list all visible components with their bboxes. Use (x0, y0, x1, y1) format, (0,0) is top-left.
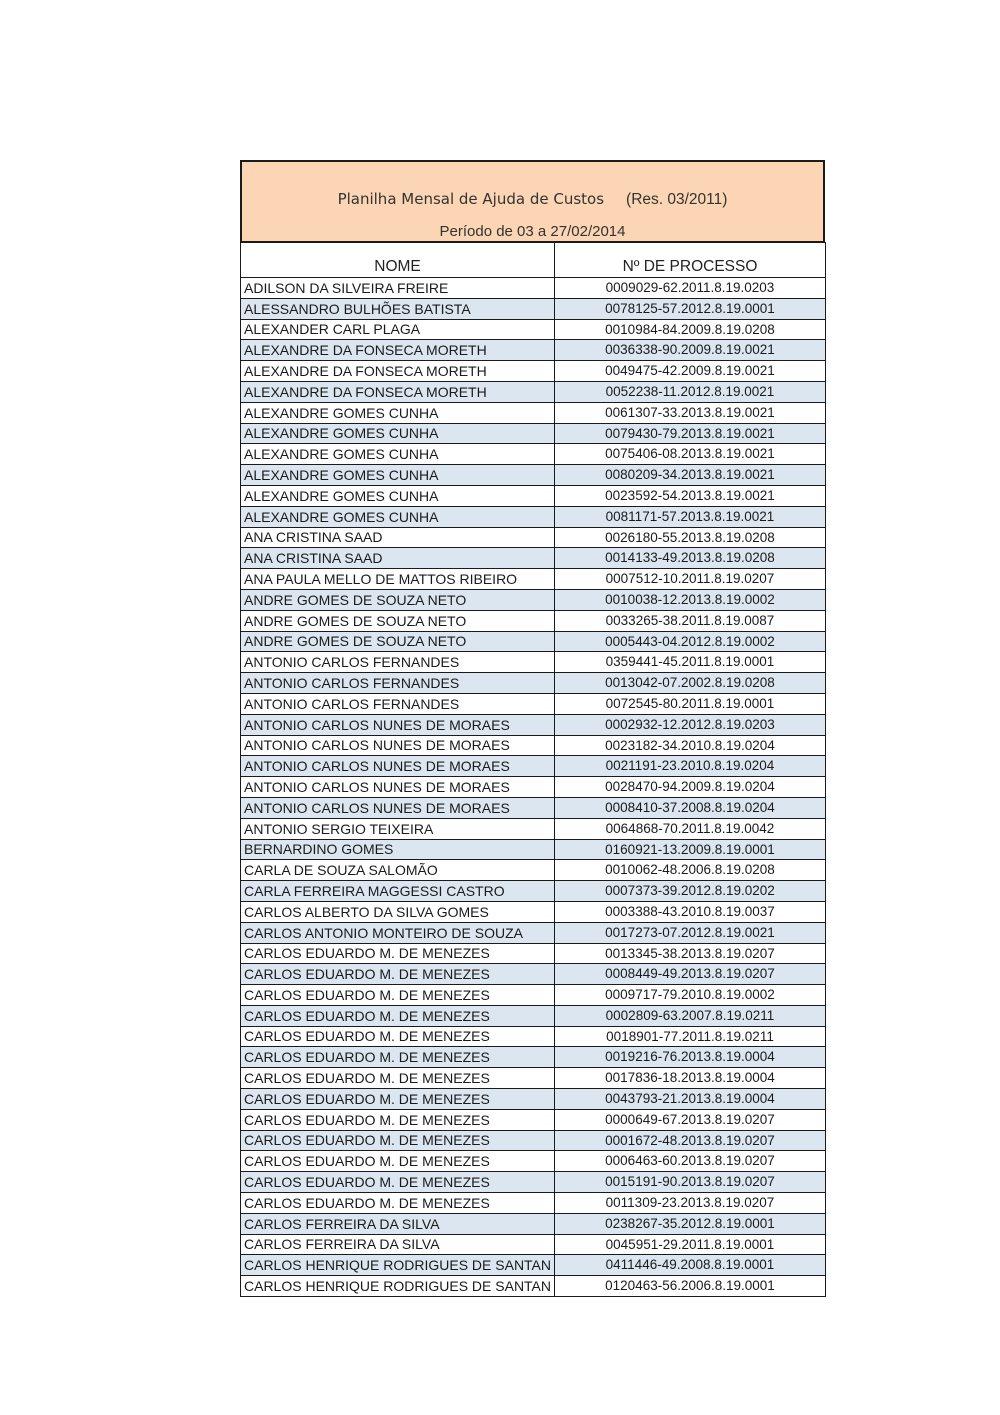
table-row (241, 777, 826, 798)
cell-nome: CARLOS EDUARDO M. DE MENEZES (241, 1089, 555, 1110)
table-row (241, 693, 826, 714)
cell-nome: ALEXANDRE DA FONSECA MORETH (241, 340, 555, 361)
cell-nome: ALEXANDRE GOMES CUNHA (241, 423, 555, 444)
cell-processo: 0013345-38.2013.8.19.0207 (555, 943, 826, 964)
cell-nome: CARLA FERREIRA MAGGESSI CASTRO (241, 881, 555, 902)
table-row (241, 589, 826, 610)
table-row (241, 1068, 826, 1089)
cell-processo: 0008410-37.2008.8.19.0204 (555, 797, 826, 818)
cell-nome: CARLOS EDUARDO M. DE MENEZES (241, 1172, 555, 1193)
cell-processo: 0120463-56.2006.8.19.0001 (555, 1276, 826, 1297)
table-row (241, 1213, 826, 1234)
cell-processo: 0080209-34.2013.8.19.0021 (555, 465, 826, 486)
table-row (241, 881, 826, 902)
cell-nome: BERNARDINO GOMES (241, 839, 555, 860)
cell-nome: CARLOS FERREIRA DA SILVA (241, 1234, 555, 1255)
period-label: Período de 03 a 27/02/2014 (439, 223, 626, 240)
cell-nome: CARLOS HENRIQUE RODRIGUES DE SANTAN (241, 1276, 555, 1297)
column-header-processo: Nº DE PROCESSO (555, 243, 826, 278)
cell-processo: 0043793-21.2013.8.19.0004 (555, 1089, 826, 1110)
cell-nome: ALEXANDRE DA FONSECA MORETH (241, 361, 555, 382)
cell-processo: 0079430-79.2013.8.19.0021 (555, 423, 826, 444)
table-header-row (241, 243, 826, 278)
table-row (241, 631, 826, 652)
cell-processo: 0009029-62.2011.8.19.0203 (555, 278, 826, 299)
cell-processo: 0411446-49.2008.8.19.0001 (555, 1255, 826, 1276)
cell-processo: 0013042-07.2002.8.19.0208 (555, 673, 826, 694)
cell-nome: CARLOS FERREIRA DA SILVA (241, 1213, 555, 1234)
table-row (241, 1193, 826, 1214)
cell-nome: CARLOS EDUARDO M. DE MENEZES (241, 985, 555, 1006)
cell-processo: 0002809-63.2007.8.19.0211 (555, 1005, 826, 1026)
cell-nome: ALEXANDRE GOMES CUNHA (241, 465, 555, 486)
table-row (241, 506, 826, 527)
table-row (241, 361, 826, 382)
cell-nome: CARLOS EDUARDO M. DE MENEZES (241, 1068, 555, 1089)
table-row (241, 610, 826, 631)
table-row (241, 569, 826, 590)
cell-processo: 0017273-07.2012.8.19.0021 (555, 922, 826, 943)
table-row (241, 340, 826, 361)
resolution-label: (Res. 03/2011) (626, 191, 728, 208)
cell-nome: ANA CRISTINA SAAD (241, 548, 555, 569)
table-row (241, 839, 826, 860)
table-row (241, 423, 826, 444)
cell-processo: 0023182-34.2010.8.19.0204 (555, 735, 826, 756)
cell-processo: 0026180-55.2013.8.19.0208 (555, 527, 826, 548)
table-row (241, 797, 826, 818)
cell-nome: CARLOS EDUARDO M. DE MENEZES (241, 1151, 555, 1172)
cell-nome: ANTONIO CARLOS NUNES DE MORAES (241, 735, 555, 756)
cell-nome: ANTONIO CARLOS NUNES DE MORAES (241, 714, 555, 735)
cell-processo: 0019216-76.2013.8.19.0004 (555, 1047, 826, 1068)
cell-nome: ALEXANDER CARL PLAGA (241, 319, 555, 340)
cell-nome: ALEXANDRE GOMES CUNHA (241, 506, 555, 527)
table-row (241, 319, 826, 340)
cell-processo: 0021191-23.2010.8.19.0204 (555, 756, 826, 777)
cell-nome: ALEXANDRE GOMES CUNHA (241, 485, 555, 506)
cell-nome: CARLOS ANTONIO MONTEIRO DE SOUZA (241, 922, 555, 943)
cell-nome: ALESSANDRO BULHÕES BATISTA (241, 298, 555, 319)
table-row (241, 714, 826, 735)
cell-processo: 0014133-49.2013.8.19.0208 (555, 548, 826, 569)
table-row (241, 381, 826, 402)
cell-processo: 0005443-04.2012.8.19.0002 (555, 631, 826, 652)
cell-nome: ANTONIO CARLOS NUNES DE MORAES (241, 797, 555, 818)
cell-processo: 0160921-13.2009.8.19.0001 (555, 839, 826, 860)
table-row (241, 1026, 826, 1047)
table-row (241, 1172, 826, 1193)
table-row (241, 964, 826, 985)
cell-nome: CARLOS HENRIQUE RODRIGUES DE SANTAN (241, 1255, 555, 1276)
sheet-title-line (242, 190, 823, 209)
cell-nome: ANTONIO CARLOS NUNES DE MORAES (241, 777, 555, 798)
spreadsheet (240, 160, 825, 1297)
table-row (241, 652, 826, 673)
table-row (241, 485, 826, 506)
cell-nome: CARLOS EDUARDO M. DE MENEZES (241, 1193, 555, 1214)
table-row (241, 1089, 826, 1110)
cell-processo: 0007512-10.2011.8.19.0207 (555, 569, 826, 590)
cell-nome: CARLOS EDUARDO M. DE MENEZES (241, 964, 555, 985)
table-row (241, 1005, 826, 1026)
cell-nome: CARLOS ALBERTO DA SILVA GOMES (241, 901, 555, 922)
cell-nome: ANTONIO CARLOS FERNANDES (241, 652, 555, 673)
cell-processo: 0049475-42.2009.8.19.0021 (555, 361, 826, 382)
cell-nome: ANA CRISTINA SAAD (241, 527, 555, 548)
cell-nome: ANDRE GOMES DE SOUZA NETO (241, 610, 555, 631)
cell-processo: 0003388-43.2010.8.19.0037 (555, 901, 826, 922)
cell-nome: ANDRE GOMES DE SOUZA NETO (241, 631, 555, 652)
cell-processo: 0001672-48.2013.8.19.0207 (555, 1130, 826, 1151)
cell-processo: 0000649-67.2013.8.19.0207 (555, 1109, 826, 1130)
cell-processo: 0009717-79.2010.8.19.0002 (555, 985, 826, 1006)
table-row (241, 735, 826, 756)
cell-nome: CARLOS EDUARDO M. DE MENEZES (241, 1026, 555, 1047)
cell-nome: CARLOS EDUARDO M. DE MENEZES (241, 1130, 555, 1151)
cell-nome: CARLOS EDUARDO M. DE MENEZES (241, 1047, 555, 1068)
table-row (241, 465, 826, 486)
cell-nome: ANA PAULA MELLO DE MATTOS RIBEIRO (241, 569, 555, 590)
cell-nome: ANTONIO CARLOS FERNANDES (241, 693, 555, 714)
table-row (241, 402, 826, 423)
cell-nome: ANTONIO CARLOS NUNES DE MORAES (241, 756, 555, 777)
cell-processo: 0359441-45.2011.8.19.0001 (555, 652, 826, 673)
cell-processo: 0081171-57.2013.8.19.0021 (555, 506, 826, 527)
table-row (241, 1047, 826, 1068)
table-row (241, 1276, 826, 1297)
cell-nome: ADILSON DA SILVEIRA FREIRE (241, 278, 555, 299)
table-row (241, 527, 826, 548)
table-row (241, 444, 826, 465)
cell-nome: CARLOS EDUARDO M. DE MENEZES (241, 1005, 555, 1026)
cell-processo: 0064868-70.2011.8.19.0042 (555, 818, 826, 839)
table-row (241, 985, 826, 1006)
cell-processo: 0010038-12.2013.8.19.0002 (555, 589, 826, 610)
cell-processo: 0072545-80.2011.8.19.0001 (555, 693, 826, 714)
table-row (241, 1151, 826, 1172)
cell-nome: ALEXANDRE GOMES CUNHA (241, 402, 555, 423)
cell-processo: 0015191-90.2013.8.19.0207 (555, 1172, 826, 1193)
cell-nome: CARLOS EDUARDO M. DE MENEZES (241, 1109, 555, 1130)
sheet-title: Planilha Mensal de Ajuda de Custos (337, 190, 605, 208)
cell-processo: 0061307-33.2013.8.19.0021 (555, 402, 826, 423)
table-row (241, 756, 826, 777)
cell-processo: 0075406-08.2013.8.19.0021 (555, 444, 826, 465)
table-row (241, 818, 826, 839)
table-row (241, 278, 826, 299)
table-body (241, 278, 826, 1297)
cell-processo: 0010984-84.2009.8.19.0208 (555, 319, 826, 340)
table-row (241, 901, 826, 922)
table-row (241, 943, 826, 964)
table-row (241, 298, 826, 319)
cell-processo: 0238267-35.2012.8.19.0001 (555, 1213, 826, 1234)
cell-nome: ALEXANDRE DA FONSECA MORETH (241, 381, 555, 402)
cell-processo: 0045951-29.2011.8.19.0001 (555, 1234, 826, 1255)
cell-processo: 0002932-12.2012.8.19.0203 (555, 714, 826, 735)
cell-processo: 0006463-60.2013.8.19.0207 (555, 1151, 826, 1172)
cell-processo: 0028470-94.2009.8.19.0204 (555, 777, 826, 798)
cell-processo: 0018901-77.2011.8.19.0211 (555, 1026, 826, 1047)
table-row (241, 1130, 826, 1151)
table-row (241, 1234, 826, 1255)
sheet-header (240, 160, 825, 242)
cell-nome: ANDRE GOMES DE SOUZA NETO (241, 589, 555, 610)
cell-processo: 0033265-38.2011.8.19.0087 (555, 610, 826, 631)
cell-processo: 0007373-39.2012.8.19.0202 (555, 881, 826, 902)
table-row (241, 1255, 826, 1276)
cell-processo: 0052238-11.2012.8.19.0021 (555, 381, 826, 402)
cell-processo: 0008449-49.2013.8.19.0207 (555, 964, 826, 985)
cell-processo: 0036338-90.2009.8.19.0021 (555, 340, 826, 361)
cell-processo: 0023592-54.2013.8.19.0021 (555, 485, 826, 506)
cell-nome: ANTONIO CARLOS FERNANDES (241, 673, 555, 694)
table-row (241, 860, 826, 881)
cell-processo: 0010062-48.2006.8.19.0208 (555, 860, 826, 881)
table-row (241, 922, 826, 943)
cell-processo: 0078125-57.2012.8.19.0001 (555, 298, 826, 319)
table-row (241, 1109, 826, 1130)
column-header-nome: NOME (241, 243, 555, 278)
cell-processo: 0011309-23.2013.8.19.0207 (555, 1193, 826, 1214)
cell-nome: ANTONIO SERGIO TEIXEIRA (241, 818, 555, 839)
cell-nome: CARLOS EDUARDO M. DE MENEZES (241, 943, 555, 964)
cell-processo: 0017836-18.2013.8.19.0004 (555, 1068, 826, 1089)
process-table (240, 242, 826, 1297)
table-row (241, 548, 826, 569)
cell-nome: CARLA DE SOUZA SALOMÃO (241, 860, 555, 881)
cell-nome: ALEXANDRE GOMES CUNHA (241, 444, 555, 465)
table-row (241, 673, 826, 694)
